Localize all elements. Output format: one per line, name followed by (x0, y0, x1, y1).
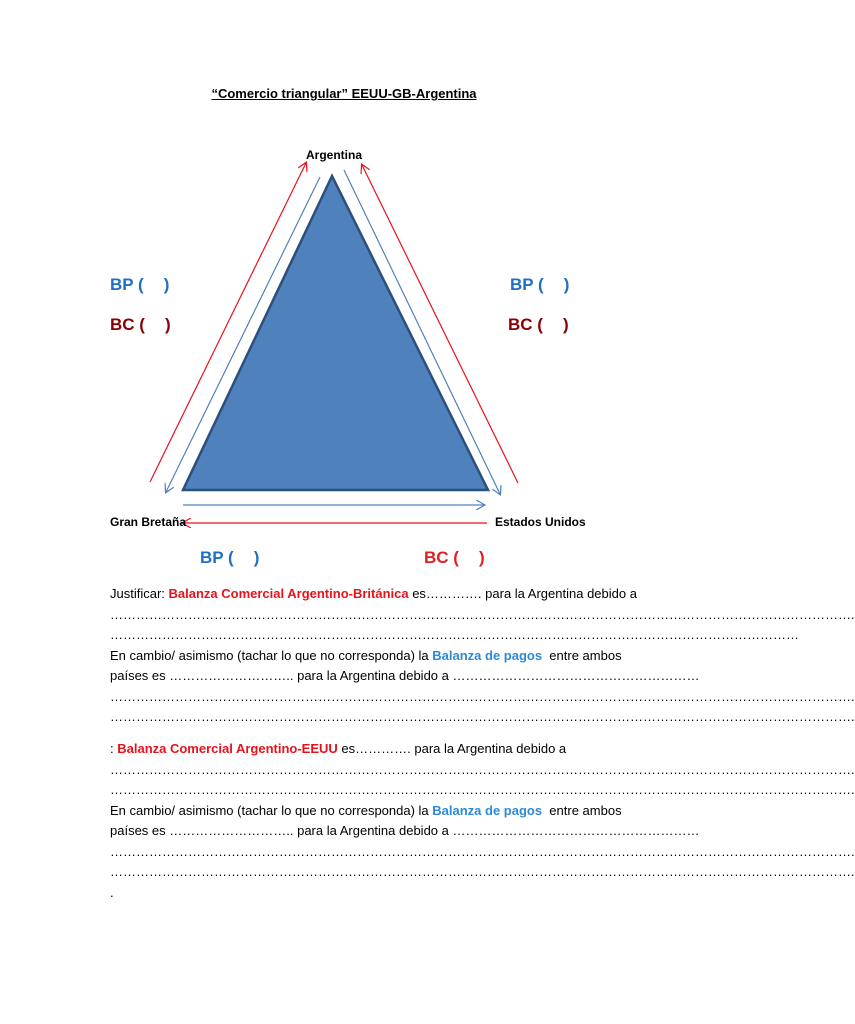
bc-close-text: ) (164, 315, 171, 334)
cambio-line (110, 646, 670, 667)
node-gran-bretana: Gran Bretaña (110, 515, 187, 529)
section-argentino-britanica (110, 584, 855, 728)
balanza-comercial-label: Balanza Comercial Argentino-EEUU (117, 741, 338, 756)
bp-open-text: BP ( (200, 548, 234, 567)
bc-close-text: ) (478, 548, 485, 567)
bc-open-text: BC ( (508, 315, 543, 334)
left-bp-label (110, 275, 169, 295)
paises-line: países es ……………………….. para la Argentina debido a ………………………………………………… (110, 823, 700, 838)
bp-open-text: BP ( (110, 275, 144, 294)
page-title: “Comercio triangular” EEUU-GB-Argentina (211, 86, 477, 101)
node-estados-unidos: Estados Unidos (495, 515, 586, 529)
bp-open-text: BP ( (510, 275, 544, 294)
bottom-bc-label (424, 548, 485, 568)
dotted-line: ………………………………………………………………………………………………………………………………………………………. (110, 688, 855, 704)
bc-open-text: BC ( (424, 548, 459, 567)
justify-line (110, 739, 670, 760)
bp-close-text: ) (563, 275, 570, 294)
balanza-comercial-label: Balanza Comercial Argentino-Británica (168, 586, 409, 601)
bp-close-text: ) (253, 548, 260, 567)
paises-line: países es ……………………….. para la Argentina debido a ………………………………………………… (110, 668, 700, 683)
cambio-line (110, 801, 670, 822)
prefix-text: : (110, 741, 118, 756)
cambio-text: En cambio/ asimismo (tachar lo que no corresponda) la (110, 802, 433, 818)
bottom-bp-label (200, 548, 259, 568)
dotted-line: ………………………………………………………………………………………………………………………………………………………. (110, 761, 855, 777)
dotted-line: ………………………………………………………………………………………………………………………………………………………. (110, 606, 855, 622)
section-argentino-eeuu (110, 739, 855, 903)
dotted-line: ………………………………………………………………………………………………………………………………………………………. (110, 843, 855, 859)
node-argentina: Argentina (306, 148, 363, 162)
bc-close-text: ) (562, 315, 569, 334)
balanza-pagos-label: Balanza de pagos (432, 647, 543, 663)
cambio-post-text: entre ambos (542, 802, 622, 818)
bp-close-text: ) (163, 275, 170, 294)
right-bc-label (508, 315, 569, 335)
left-bc-label (110, 315, 171, 335)
cambio-text: En cambio/ asimismo (tachar lo que no corresponda) la (110, 647, 433, 663)
dotted-line: ………………………………………………………………………………………………………………………………………………………. (110, 782, 855, 797)
cambio-post-text: entre ambos (542, 647, 622, 663)
final-dot: . (110, 884, 114, 900)
after-balanza-text: es…………. para la Argentina debido a (408, 586, 637, 601)
right-bp-label (510, 275, 569, 295)
bc-open-text: BC ( (110, 315, 145, 334)
justify-label: Justificar: (110, 586, 169, 601)
dotted-line: …………………………………………………………………………………………………………………………………………… (110, 627, 799, 642)
justify-line (110, 584, 670, 605)
dotted-line: ………………………………………………………………………………………………………………………………………………………. (110, 864, 855, 879)
after-balanza-text: es…………. para la Argentina debido a (337, 741, 567, 756)
dotted-line: ………………………………………………………………………………………………………………………………………………………. (110, 709, 855, 724)
center-triangle (183, 176, 488, 490)
balanza-pagos-label: Balanza de pagos (432, 802, 543, 818)
